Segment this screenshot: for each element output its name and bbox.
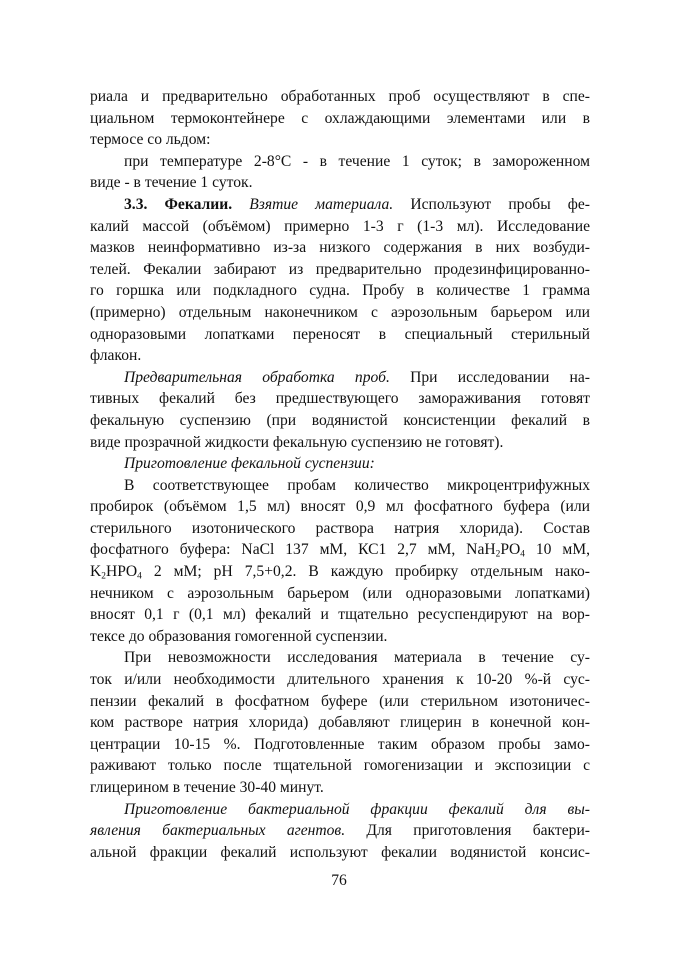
text-line: одноразовыми лопатками переносят в специальный стерильный [90,325,590,343]
subscript: 2 [495,549,501,560]
text-line: телей. Фекалии забирают из предварительно продезинфицированно- [90,260,590,278]
subscript: 4 [137,571,142,582]
text-line: В соответствующее пробам количество микроцентрифужных [124,476,590,494]
formula-line [90,561,590,583]
formula-line [90,539,590,561]
text-line: альной фракции фекалий используют фекалии водянистой консис- [90,843,590,861]
text-line: виде прозрачной жидкости фекальную суспензию не готовят). [90,433,504,451]
text-line: риала и предварительно обработанных проб осуществляют в спе- [90,88,590,105]
text-line: циальном термоконтейнере с охлаждающими элементами или в [90,109,590,127]
text-fragment: PO [500,541,521,559]
italic-subheading: Приготовление фекальной суспензии: [124,455,375,473]
text-line: мазков неинформативно из-за низкого содержания в них возбуди- [90,239,590,257]
page-body [90,86,590,863]
subscript: 4 [520,549,525,560]
text-fragment: 2 мМ; pH 7,5+0,2. В каждую пробирку отдельным нако- [153,563,590,581]
text-line: (примерно) отдельным наконечником с аэрозольным барьером или [90,303,590,321]
text-fragment: HPO [105,563,138,581]
text-line: ток и/или необходимости длительного хранения к 10-20 %-й сус- [90,671,590,689]
italic-subheading: явления бактериальных агентов. [90,822,346,840]
text-line: флакон. [90,347,142,365]
italic-subheading: Взятие материала. [249,195,394,213]
text-line: пензии фекалий в фосфатном буфере (или стерильном изотоничес- [90,692,590,710]
italic-subheading: Приготовление бактериальной фракции фекалий для вы- [124,800,590,818]
text-line: нечником с аэрозольным барьером (или одноразовыми лопатками) [90,584,590,602]
text-line [90,453,590,475]
text-line: калий массой (объёмом) примерно 1-3 г (1-3 мл). Исследование [90,217,590,235]
text-line: фекальную суспензию (при водянистой консистенции фекалий в [90,411,590,429]
text-fragment: K [90,563,102,581]
text-fragment: Используют пробы фе- [410,195,590,213]
section-heading: 3.3. Фекалии. [124,195,233,213]
text-line: при температуре 2-8°С - в течение 1 суток; в замороженном [124,152,590,170]
text-fragment: 10 мМ, [535,541,590,559]
text-line: пробирок (объёмом 1,5 мл) вносят 0,9 мл фосфатного буфера (или [90,498,590,516]
text-line: раживают только после тщательной гомогенизации и экспозиции с [90,757,590,775]
text-line: центрации 10-15 %. Подготовленные таким образом пробы замо- [90,735,590,753]
text-fragment: При исследовании на- [410,368,590,386]
italic-subheading: Предварительная обработка проб. [124,368,390,386]
text-line [90,820,590,842]
text-fragment: фосфатного буфера: NaCl 137 мМ, КС1 2,7 мМ, NaH [90,541,496,559]
text-line [90,367,590,389]
text-line: глицерином в течение 30-40 минут. [90,779,324,796]
text-line: термосе со льдом: [90,131,211,149]
text-line [90,799,590,821]
text-line: тексе до образования гомогенной суспензии. [90,627,388,645]
text-line: При невозможности исследования материала в течение су- [124,649,590,667]
text-line: го горшка или подкладного судна. Пробу в количестве 1 грамма [90,282,590,300]
text-line: ком растворе натрия хлорида) добавляют глицерин в конечной кон- [90,714,590,732]
text-fragment: Для приготовления бактери- [366,822,590,840]
page-number: 76 [331,872,347,889]
subscript: 2 [101,571,106,582]
text-line: тивных фекалий без предшествующего замораживания готовят [90,390,590,408]
text-line: виде - в течение 1 суток. [90,174,253,192]
text-line: стерильного изотонического раствора натрия хлорида). Состав [90,519,590,537]
section-heading-line [90,194,590,216]
text-line: вносят 0,1 г (0,1 мл) фекалий и тщательно ресуспендируют на вор- [90,606,590,624]
